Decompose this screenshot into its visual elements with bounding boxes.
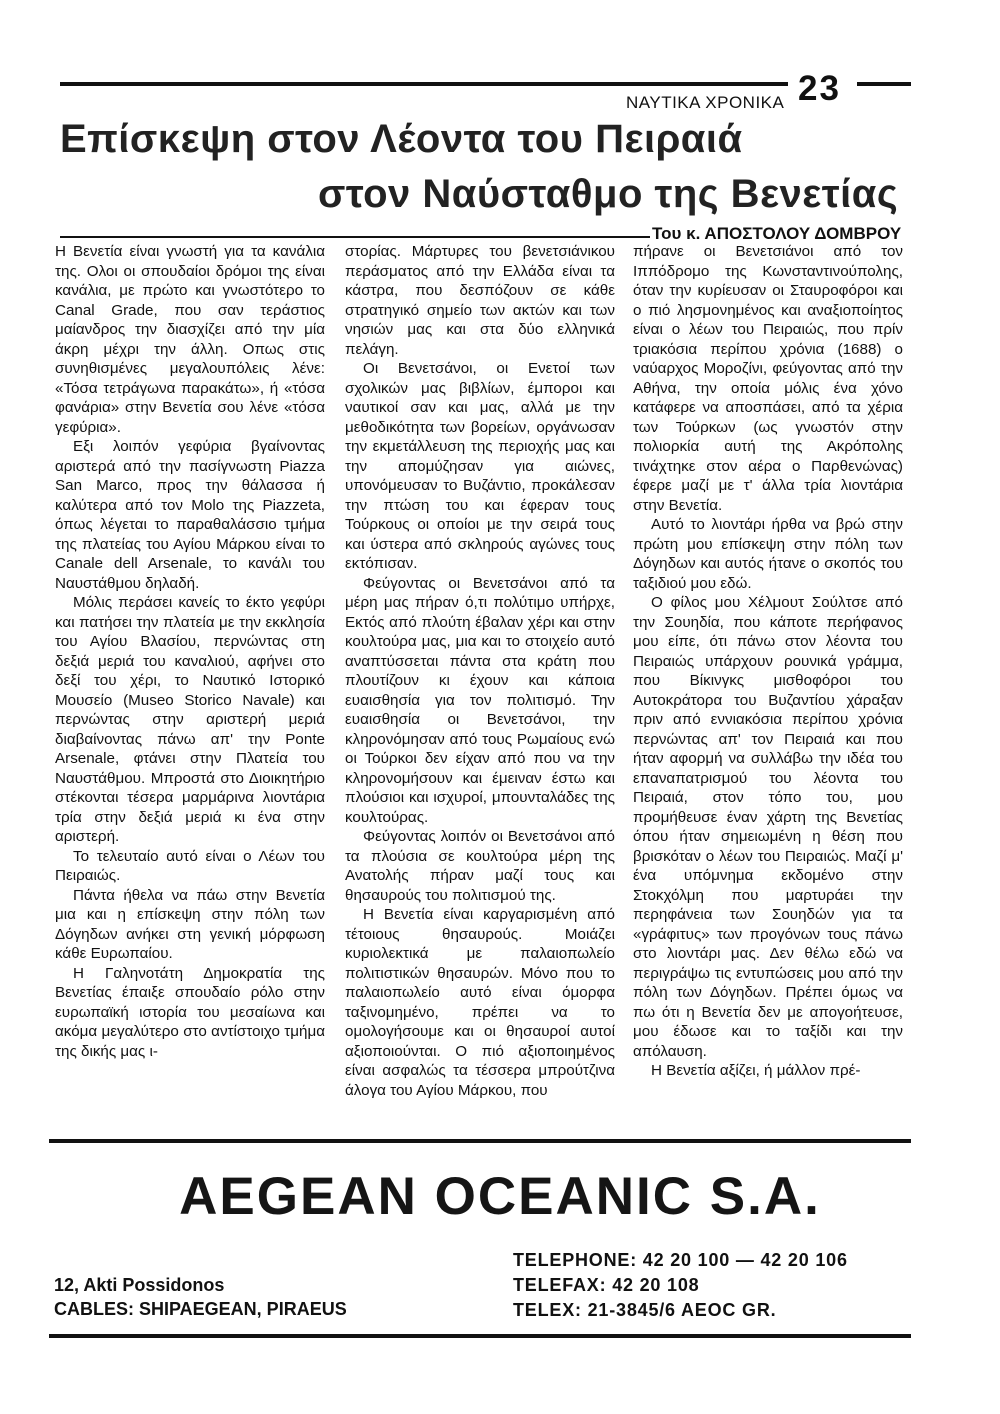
byline-rule (60, 236, 650, 238)
ad-contact-block (513, 1248, 848, 1323)
column3-paragraph: Η Βενετία αξίζει, ή μάλλον πρέ- (651, 1062, 861, 1079)
article-column-3 (633, 242, 903, 1081)
ad-telefax: TELEFAX: 42 20 108 (513, 1275, 700, 1295)
ad-bottom-rule (49, 1334, 911, 1338)
ad-address-block (54, 1273, 347, 1321)
column1-paragraph: Η Βενετία είναι γνωστή για τα κανάλια της. Ολοι οι σπουδαίοι δρόμοι της είναι κανάλια, με πρώτο και γνωστότερο το Canal Grade, που σαν τεράστιος μαίανδρος την διασχίζει από την μία άκρη μέχρι την άλλη. Οπως στις συνηθισμένες μεγαλουπόλεις λένε: «Τόσα τετράγωνα παρακάτω», ή «τόσα φανάρια» στην Βενετία σου λένε «τόσα γεφύρια». (55, 243, 325, 436)
column1-paragraph: Πάντα ήθελα να πάω στην Βενετία μια και η επίσκεψη στην πόλη των Δόγηδων ανήκει στη γενική μόρφωση κάθε Ευρωπαίου. (55, 886, 325, 962)
ad-address: 12, Akti Possidonos (54, 1275, 225, 1295)
ad-top-rule (49, 1139, 911, 1143)
ad-telex: TELEX: 21-3845/6 AEOC GR. (513, 1300, 777, 1320)
article-title-line2: στον Ναύσταθμο της Βενετίας (318, 172, 899, 216)
header-rule-right (857, 82, 911, 86)
ad-company-name: AEGEAN OCEANIC S.A. (179, 1167, 821, 1226)
column2-paragraph: Οι Βενετσάνοι, οι Ενετοί των σχολικών μας βιβλίων, έμποροι και ναυτικοί σαν και μας, αλλά με την μεθοδικότητα των βορείων, οργάνωσαν την εκμετάλλευση της περιοχής μας και την απομύζησαν για αιώνες, υπονόμευσαν το Βυζάντιο, προκάλεσαν την πτώση του και έφεραν τους Τούρκους οι οποίοι με την σειρά τους και ύστερα από σκληρούς αγώνες τους εκτόπισαν. (345, 360, 615, 572)
column1-paragraph: Εξι λοιπόν γεφύρια βγαίνοντας αριστερά από την πασίγνωστη Piazza San Marco, προς την θάλασσα ή καλύτερα από τον Molo της Piazzeta, όπως λέγεται το παραθαλάσσιο τμήμα της πλατείας του Αγίου Μάρκου είναι το Canale dell Arsenale, το κανάλι του Ναυστάθμου δηλαδή. (55, 438, 325, 592)
header-rule-left (60, 82, 788, 86)
ad-telephone: TELEPHONE: 42 20 100 — 42 20 106 (513, 1250, 848, 1270)
column1-paragraph: Μόλις περάσει κανείς το έκτο γεφύρι και πατήσει την πλατεία με την εκκλησία του Αγίου Βλασίου, περνώντας στη δεξιά μεριά του καναλιού, αφήνει στο δεξί του χέρι, το Ναυτικό Ιστορικό Μουσείο (Museo Storico Navale) και περνώντας στην αριστερή μεριά διαβαίνοντας πάνω απ' την Ponte Arsenale, φτάνει στην Πλατεία του Ναυστάθμου. Μπροστά στο Διοικητήριο στέκονται τέσερα μαρμάρινα λιοντάρια τρία στην δεξιά μεριά κι ένα στην αριστερή. (55, 594, 325, 845)
column3-paragraph: Αυτό το λιοντάρι ήρθα να βρώ στην πρώτη μου επίσκεψη στην πόλη των Δόγηδων και αυτός ήτανε ο σκοπός του ταξιδιού μου εδώ. (633, 516, 903, 592)
article-column-2 (345, 242, 615, 1100)
article-title-line1: Επίσκεψη στον Λέοντα του Πειραιά (60, 117, 743, 161)
ad-cables: CABLES: SHIPAEGEAN, PIRAEUS (54, 1299, 347, 1319)
page-number: 23 (798, 69, 841, 108)
publication-name: ΝΑΥΤΙΚΑ ΧΡΟΝΙΚΑ (626, 93, 785, 112)
column2-paragraph: στορίας. Μάρτυρες του βενετσιάνικου περάσματος από την Ελλάδα είναι τα κάστρα, που δεσπόζουν σε κάθε στρατηγικό σημείο των ακτών και των νησιών μας και στα δύο ελληνικά πελάγη. (345, 243, 615, 358)
column1-paragraph: Το τελευταίο αυτό είναι ο Λέων του Πειραιώς. (55, 847, 325, 884)
article-column-1 (55, 242, 325, 1061)
column2-paragraph: Φεύγοντας οι Βενετσάνοι από τα μέρη μας πήραν ό,τι πολύτιμο υπήρχε, Εκτός από πλούτη έβαλαν χέρι και στην κουλτούρα μας, μια και το στοιχείο αυτό αναπτύσσεται πάντα στα κράτη που πλουτίζουν κι έχουν και κάποια ευαισθησία για τον πολιτισμό. Την ευαισθησία οι Βενετσάνοι, την κληρονόμησαν από τους Ρωμαίους ενώ οι Τούρκοι δεν είχαν από που να την κληρονομήσουν και έμειναν έστω και πλούσιοι και ισχυροί, μπουνταλάδες της κουλτούρας. (345, 574, 615, 826)
byline: Του κ. ΑΠΟΣΤΟΛΟΥ ΔΟΜΒΡΟΥ (652, 224, 902, 243)
column1-paragraph: Η Γαληνοτάτη Δημοκρατία της Βενετίας έπαιξε σπουδαίο ρόλο στην ευρωπαϊκή ιστορία του μεσαίωνα και ακόμα μεγαλύτερο στο αντίστοιχο τμήμα της δικής μας ι- (55, 964, 325, 1060)
column2-paragraph: Φεύγοντας λοιπόν οι Βενετσάνοι από τα πλούσια σε κουλτούρα μέρη της Ανατολής πήραν μαζί τους και θησαυρούς του πολιτισμού της. (345, 828, 615, 904)
column3-paragraph: πήρανε οι Βενετσιάνοι από τον Ιππόδρομο της Κωνσταντινούπολης, όταν την κυρίευσαν οι Σταυροφόροι και ο πιό λησμονημένος και αναξιοποίητος είναι ο λέων του Πειραιώς, που πρίν τριακόσια περίπου χρόνια (1688) ο ναύαρχος Μοροζίνι, φεύγοντας από την Αθήνα, την οποία μόλις ένα χόνο κατάφερε να αποσπάσει, από τα χέρια των Τούρκων (ως γνωστόν στην πολιορκία αυτή της Ακρόπολης τινάχτηκε στον αέρα ο Παρθενώνας) έφερε μαζί με τ' άλλα τρία λιοντάρια στην Βενετία. (633, 243, 903, 514)
column2-paragraph: Η Βενετία είναι καργαρισμένη από τέτοιους θησαυρούς. Μοιάζει κυριολεκτικά με παλαιοπωλείο πολιτιστικών θησαυρών. Μόνο που το παλαιοπωλείο αυτό είναι όμορφα ταξινομημένο, πρέπει να το ομολογήσουμε και οι θησαυροί αυτοί αξιοποιούνται. Ο πιό αξιοποιημένος είναι ασφαλώς τα τέσσερα μπρούτζινα άλογα του Αγίου Μάρκου, που (345, 906, 615, 1099)
column3-paragraph: Ο φίλος μου Χέλμουτ Σούλτσε από την Σουηδία, που κάποτε περήφανος μου είπε, ότι πάνω στον λέοντα του Πειραιώς υπάρχουν ρουνικά γράμμα, που Βίκινγκς μισθοφόροι του Αυτοκράτορα του Βυζαντίου χάραξαν πριν από εννιακόσια περίπου χρόνια περνώντας απ' τον Πειραιά και που ήταν αφορμή να συλλάβω την ιδέα του επαναπατρισμού του λέοντα του Πειραιά, στον τόπο του, μου προμήθευσε έναν χάρτη της Βενετίας όπου ήταν σημειωμένη η θέση που βρισκόταν ο λέων του Πειραιώς. Μαζί μ' ένα υπόμνημα εκδομένο στην Στοκχόλμη που μαρτυράει την περηφάνεια των Σουηδών για τα «γράφιτυς» των προγόνων τους πάνω στο λιοντάρι μας. Δεν θέλω εδώ να περιγράψω τις εντυπώσεις μου από την πόλη των Δόγηδων. Πρέπει όμως να πω ότι η Βενετία δεν με απογοήτευσε, μου έδωσε και το ταξίδι και την απόλαυση. (633, 594, 903, 1060)
